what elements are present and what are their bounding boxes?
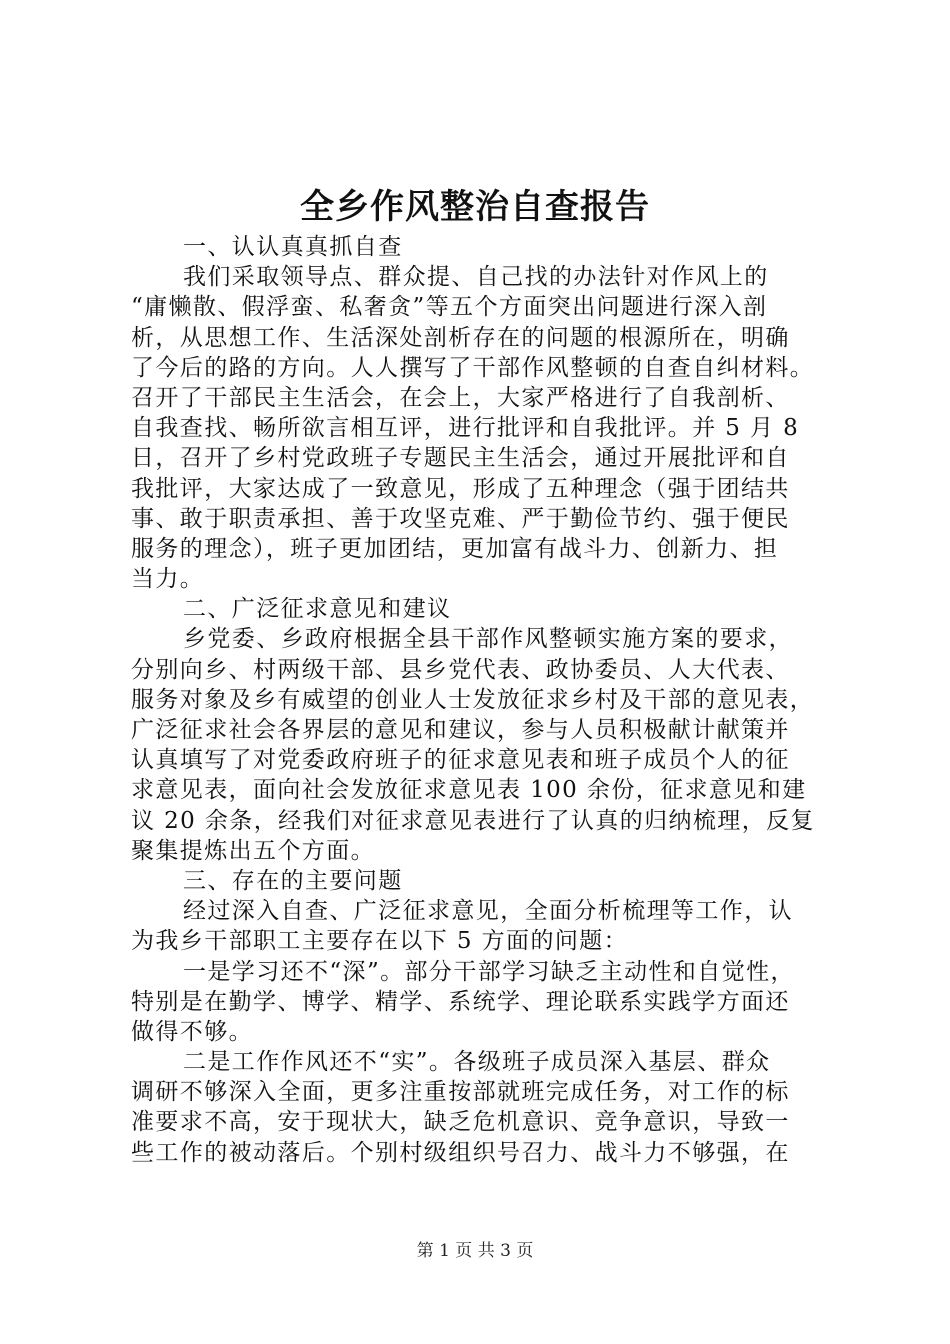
paragraph-line: 认真填写了对党委政府班子的征求意见表和班子成员个人的征 (131, 747, 790, 774)
paragraph-line: 准要求不高，安于现状大，缺乏危机意识、竞争意识，导致一 (131, 1109, 790, 1136)
section-heading: 二、广泛征求意见和建议 (183, 596, 452, 623)
paragraph-line: 做得不够。 (131, 1018, 253, 1045)
paragraph-line: 分别向乡、村两级干部、县乡党代表、政协委员、人大代表、 (131, 656, 790, 683)
paragraph-line: 特别是在勤学、博学、精学、系统学、理论联系实践学方面还 (131, 988, 790, 1015)
paragraph-line: 我批评，大家达成了一致意见，形成了五种理念（强于团结共 (131, 475, 790, 502)
paragraph-line: 服务的理念），班子更加团结，更加富有战斗力、创新力、担 (131, 535, 779, 562)
section-heading: 三、存在的主要问题 (183, 867, 403, 894)
document-title: 全乡作风整治自查报告 (300, 187, 650, 227)
paragraph-line: 求意见表，面向社会发放征求意见表 100 余份，征求意见和建 (131, 777, 807, 804)
paragraph-line: 乡党委、乡政府根据全县干部作风整顿实施方案的要求， (183, 626, 793, 653)
paragraph-line: 自我查找、畅所欲言相互评，进行批评和自我批评。并 5 月 8 (131, 415, 800, 442)
page-number-footer: 第 1 页 共 3 页 (416, 1241, 534, 1261)
paragraph-line: 广泛征求社会各界层的意见和建议，参与人员积极献计献策并 (131, 717, 790, 743)
paragraph-line: 我们采取领导点、群众提、自己找的办法针对作风上的 (183, 264, 769, 291)
paragraph-line: 些工作的被动落后。个别村级组织号召力、战斗力不够强，在 (131, 1139, 790, 1166)
paragraph-line: 召开了干部民主生活会，在会上，大家严格进行了自我剖析、 (131, 384, 790, 411)
paragraph-line: 当力。 (131, 566, 205, 593)
paragraph-line: 二是工作作风还不“实”。各级班子成员深入基层、群众 (183, 1049, 771, 1076)
paragraph-line: 议 20 余条，经我们对征求意见表进行了认真的归纳梳理，反复 (131, 807, 815, 834)
section-heading: 一、认认真真抓自查 (183, 234, 403, 260)
paragraph-line: 日，召开了乡村党政班子专题民主生活会，通过开展批评和自 (131, 445, 790, 472)
document-body (131, 232, 835, 1168)
paragraph-line: 析，从思想工作、生活深处剖析存在的问题的根源所在，明确 (131, 324, 790, 351)
paragraph-line: 服务对象及乡有威望的创业人士发放征求乡村及干部的意见表， (131, 686, 815, 713)
paragraph-line: 为我乡干部职工主要存在以下 5 方面的问题： (131, 928, 629, 955)
paragraph-line: 了今后的路的方向。人人撰写了干部作风整顿的自查自纠材料。 (131, 354, 815, 381)
paragraph-line: 调研不够深入全面，更多注重按部就班完成任务，对工作的标 (131, 1079, 790, 1106)
paragraph-line: 经过深入自查、广泛征求意见，全面分析梳理等工作，认 (183, 898, 793, 925)
paragraph-line: 聚集提炼出五个方面。 (131, 837, 375, 864)
paragraph-line: “庸懒散、假浮蛮、私奢贪”等五个方面突出问题进行深入剖 (131, 294, 768, 321)
paragraph-line: 事、敢于职责承担、善于攻坚克难、严于勤俭节约、强于便民 (131, 505, 790, 532)
paragraph-line: 一是学习还不“深”。部分干部学习缺乏主动性和自觉性， (183, 958, 795, 985)
